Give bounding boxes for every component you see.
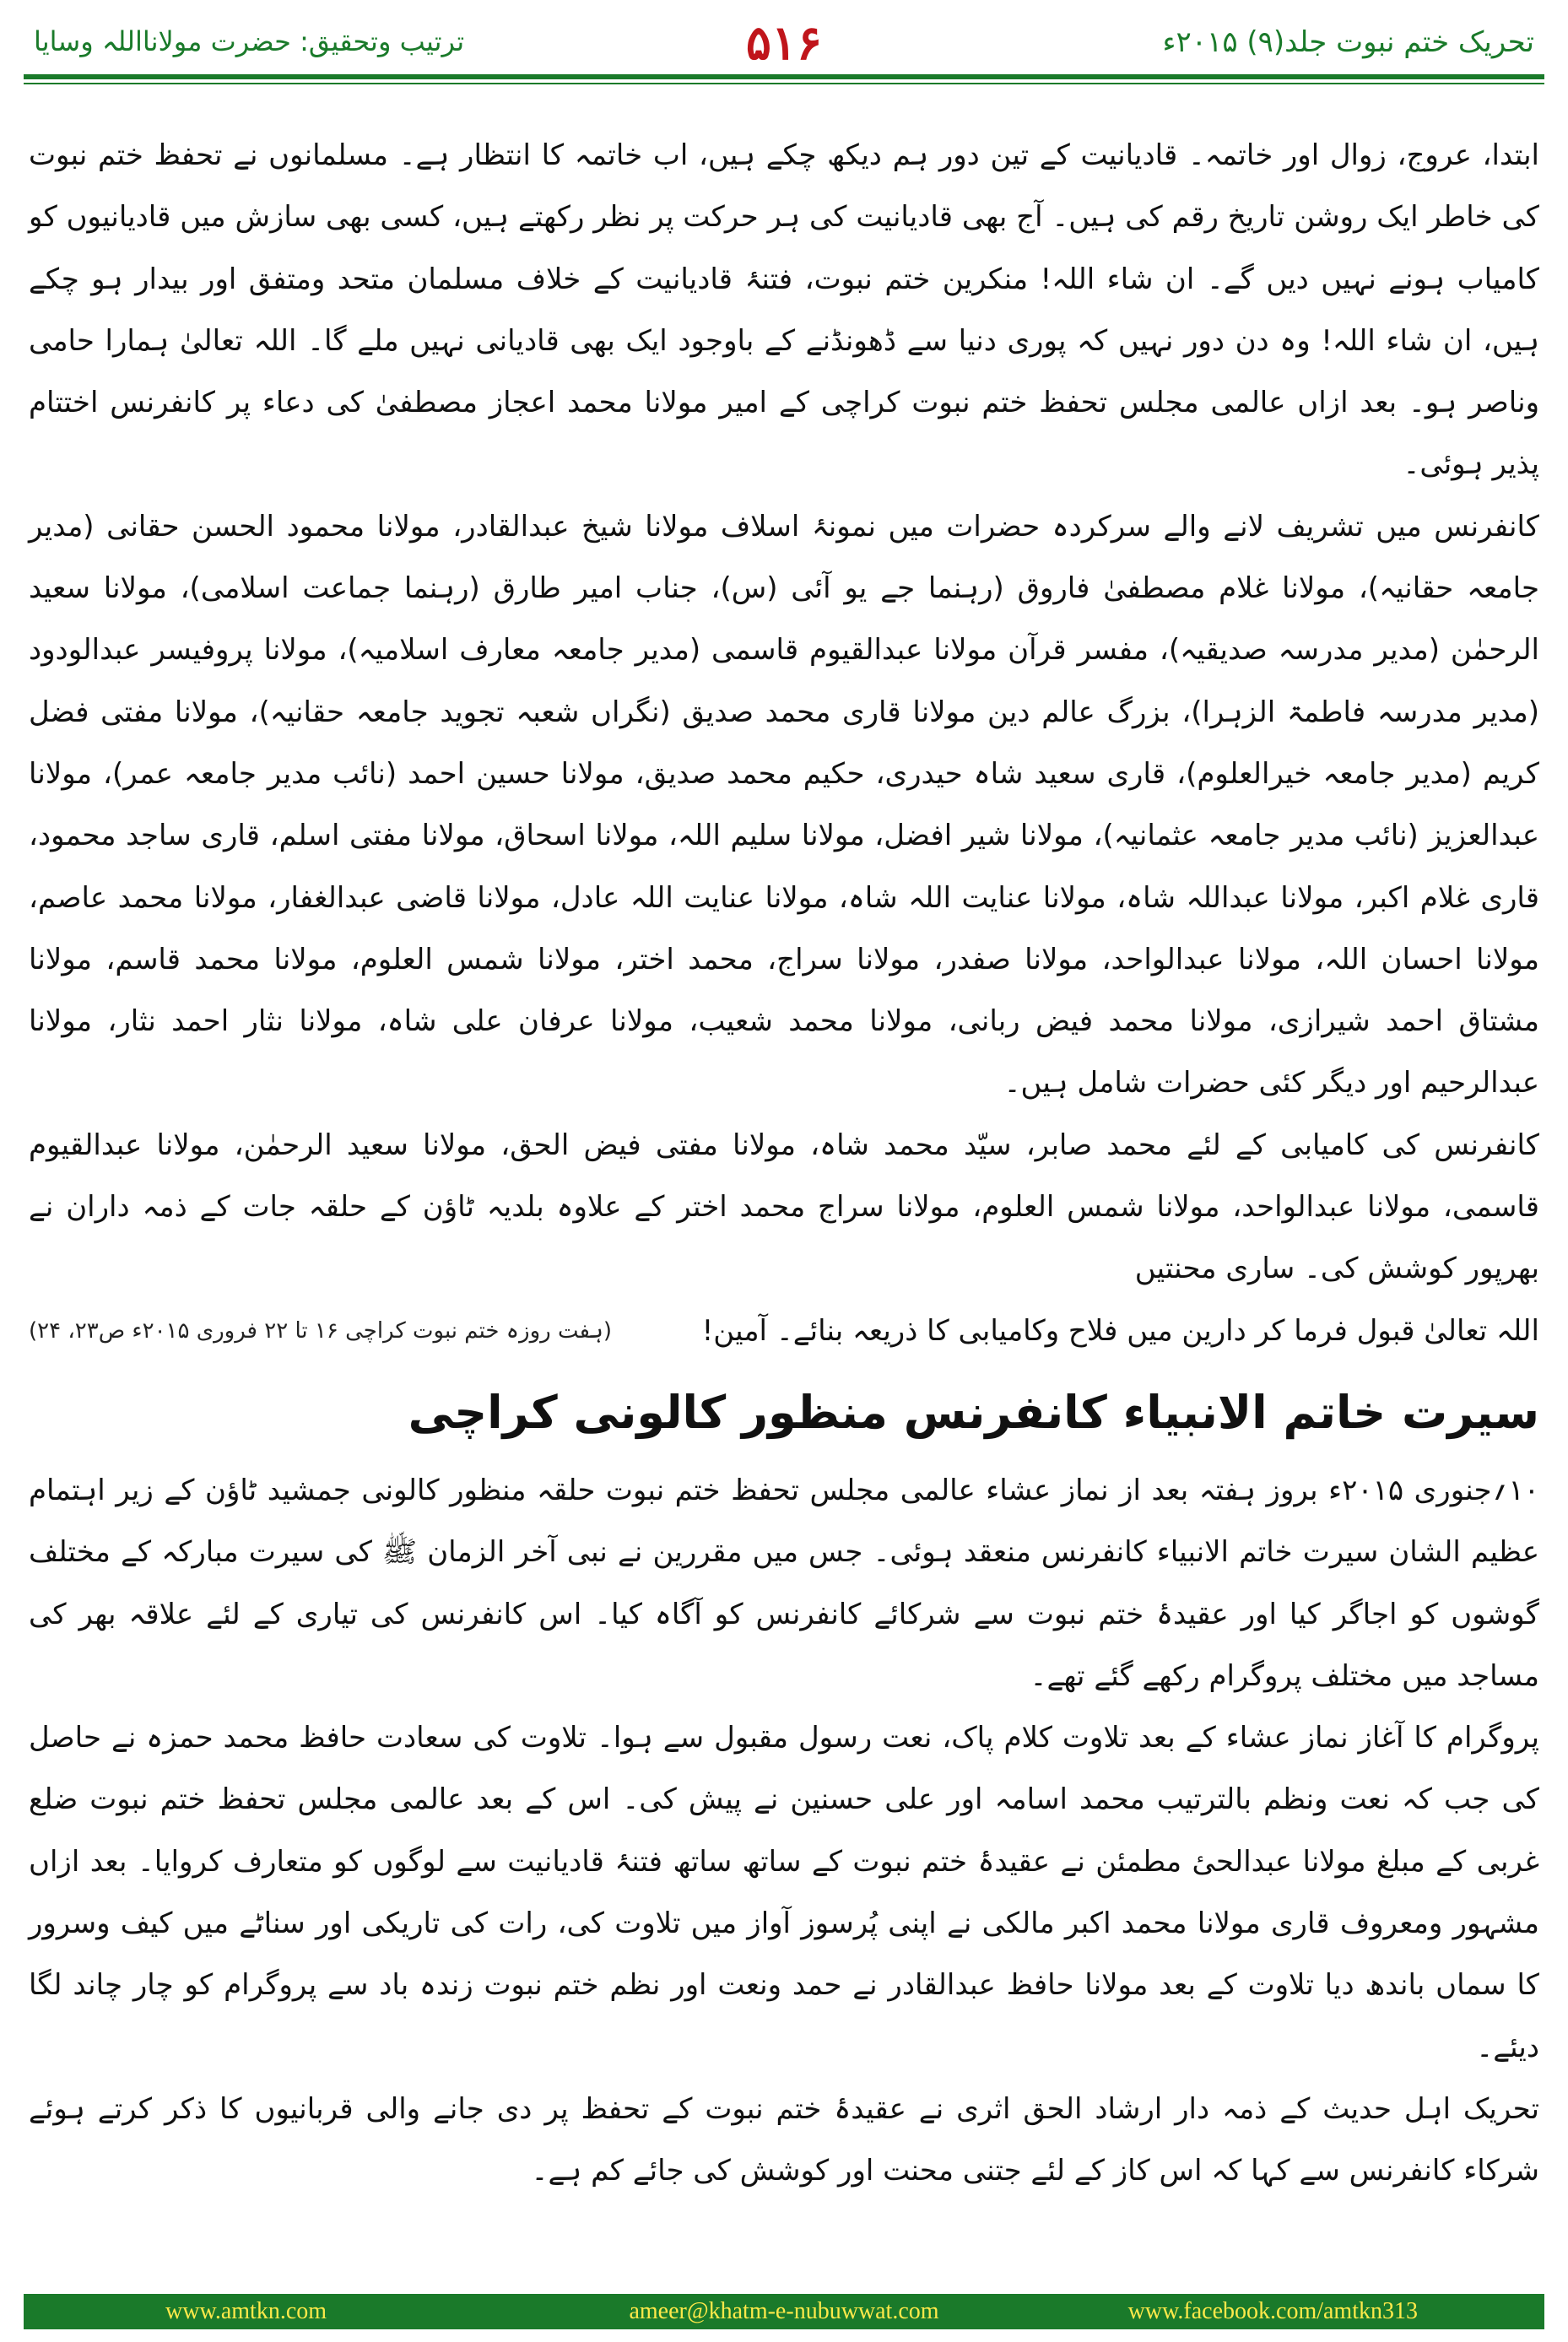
header-rule-thick (24, 74, 1544, 79)
page-number: ۵۱۶ (745, 15, 823, 71)
book-title: تحریک ختم نبوت جلد(۹) ۲۰۱۵ء (1162, 25, 1534, 59)
section-paragraph-speech: تحریک اہل حدیث کے ذمہ دار ارشاد الحق اثری نے عقیدۂ ختم نبوت کے تحفظ پر دی جانے والی قربانیوں کا ذکر کرتے ہوئے شرکاء کانفرنس سے کہا کہ اس کاز کے لئے جتنی محنت اور کوشش کی جائے کم ہے۔ (29, 2091, 1539, 2188)
email-link[interactable]: ameer@khatm-e-nubuwwat.com (629, 2298, 939, 2324)
website-link[interactable]: www.amtkn.com (165, 2298, 327, 2324)
paragraph-attendees: کانفرنس میں تشریف لانے والے سرکردہ حضرات میں نمونۂ اسلاف مولانا شیخ عبدالقادر، مولانا محمود الحسن حقانی (مدیر جامعہ حقانیہ)، مولانا غلام مصطفیٰ فاروق (رہنما جے یو آئی (س)، جناب امیر طارق (رہنما جماعت اسلامی)، مولانا سعید الرحمٰن (مدیر مدرسہ صدیقیہ)، مفسر قرآن مولانا عبدالقیوم قاسمی (مدیر جامعہ معارف اسلامیہ)، مولانا پروفیسر عبدالودود (مدیر مدرسہ فاطمۃ الزہرا)، بزرگ عالم دین مولانا قاری محمد صدیق (نگراں شعبہ تجوید جامعہ حقانیہ)، مولانا مفتی فضل کریم (مدیر جامعہ خیرالعلوم)، قاری سعید شاہ حیدری، حکیم محمد صدیق، مولانا حسین احمد (نائب مدیر جامعہ عمر)، مولانا عبدالعزیز (نائب مدیر جامعہ عثمانیہ)، مولانا شیر افضل، مولانا سلیم اللہ، مولانا اسحاق، مولانا مفتی اسلم، قاری ساجد محمود، قاری غلام اکبر، مولانا عبداللہ شاہ، مولانا عنایت اللہ شاہ، مولانا عنایت اللہ عادل، مولانا قاضی عبدالغفار، مولانا محمد عاصم، مولانا احسان اللہ، مولانا عبدالواحد، مولانا صفدر، مولانا سراج، محمد اختر، مولانا شمس العلوم، مولانا محمد قاسم، مولانا مشتاق احمد شیرازی، مولانا محمد فیض ربانی، مولانا محمد شعیب، مولانا عرفان علی شاہ، مولانا نثار احمد نثار، مولانا عبدالرحیم اور دیگر کئی حضرات شامل ہیں۔ (29, 509, 1539, 1101)
footer-bar (24, 2294, 1544, 2329)
facebook-link[interactable]: www.facebook.com/amtkn313 (1127, 2298, 1418, 2324)
section-title: سیرت خاتم الانبیاء کانفرنس منظور کالونی کراچی (408, 1385, 1539, 1439)
section-paragraph-intro: ۱۰؍جنوری ۲۰۱۵ء بروز ہفتہ بعد از نماز عشاء عالمی مجلس تحفظ ختم نبوت حلقہ منظور کالونی جمشید ٹاؤن کے زیر اہتمام عظیم الشان سیرت خاتم الانبیاء کانفرنس منعقد ہوئی۔ جس میں مقررین نے نبی آخر الزمان ﷺ کی سیرت مبارکہ کے مختلف گوشوں کو اجاگر کیا اور عقیدۂ ختم نبوت سے شرکائے کانفرنس کو آگاہ کیا۔ اس کانفرنس کی تیاری کے لئے علاقہ بھر کی مساجد میں مختلف پروگرام رکھے گئے تھے۔ (29, 1473, 1539, 1693)
page-header (0, 0, 1568, 76)
source-citation: (ہفت روزہ ختم نبوت کراچی ۱۶ تا ۲۲ فروری ۲۰۱۵ء ص۲۳، ۲۴) (29, 1317, 612, 1344)
compiler-credit: ترتیب وتحقیق: حضرت مولانااللہ وسایا (34, 25, 465, 57)
final-prayer: اللہ تعالیٰ قبول فرما کر دارین میں فلاح وکامیابی کا ذریعہ بنائے۔ آمین! (701, 1313, 1539, 1348)
paragraph-thanks: کانفرنس کی کامیابی کے لئے محمد صابر، سیّد محمد شاہ، مولانا مفتی فیض الحق، مولانا سعید الرحمٰن، مولانا عبدالقیوم قاسمی، مولانا عبدالواحد، مولانا شمس العلوم، مولانا سراج محمد اختر کے علاوہ بلدیہ ٹاؤن کے حلقہ جات کے ذمہ داران نے بھرپور کوشش کی۔ ساری محنتیں (29, 1128, 1539, 1286)
paragraph-closing: ابتدا، عروج، زوال اور خاتمہ۔ قادیانیت کے تین دور ہم دیکھ چکے ہیں، اب خاتمہ کا انتظار ہے۔ مسلمانوں نے تحفظ ختم نبوت کی خاطر ایک روشن تاریخ رقم کی ہیں۔ آج بھی قادیانیت کی ہر حرکت پر نظر رکھتے ہیں، کسی بھی سازش میں قادیانیوں کو کامیاب ہونے نہیں دیں گے۔ ان شاء اللہ! منکرین ختم نبوت، فتنۂ قادیانیت کے خلاف مسلمان متحد ومتفق اور بیدار ہو چکے ہیں، ان شاء اللہ! وہ دن دور نہیں کہ پوری دنیا سے ڈھونڈنے کے باوجود ایک بھی قادیانی نہیں ملے گا۔ اللہ تعالیٰ ہمارا حامی وناصر ہو۔ بعد ازاں عالمی مجلس تحفظ ختم نبوت کراچی کے امیر مولانا محمد اعجاز مصطفیٰ کی دعاء پر کانفرنس اختتام پذیر ہوئی۔ (29, 138, 1539, 482)
final-line (29, 1301, 1539, 1362)
header-rule-thin (24, 83, 1544, 84)
section-paragraph-program: پروگرام کا آغاز نماز عشاء کے بعد تلاوت کلام پاک، نعت رسول مقبول سے ہوا۔ تلاوت کی سعادت حافظ محمد حمزہ نے حاصل کی جب کہ نعت ونظم بالترتیب محمد اسامہ اور علی حسنین نے پیش کی۔ اس کے بعد عالمی مجلس تحفظ ختم نبوت ضلع غربی کے مبلغ مولانا عبدالحیٔ مطمئن نے عقیدۂ ختم نبوت کے ساتھ ساتھ فتنۂ قادیانیت سے لوگوں کو متعارف کروایا۔ بعد ازاں مشہور ومعروف قاری مولانا محمد اکبر مالکی نے اپنی پُرسوز آواز میں تلاوت کی، رات کی تاریکی اور سناٹے میں کیف وسرور کا سماں باندھ دیا تلاوت کے بعد مولانا حافظ عبدالقادر نے حمد ونعت اور نظم ختم نبوت زندہ باد سے پروگرام کو چار چاند لگا دیئے۔ (29, 1721, 1539, 2064)
page-body (29, 125, 1539, 2203)
